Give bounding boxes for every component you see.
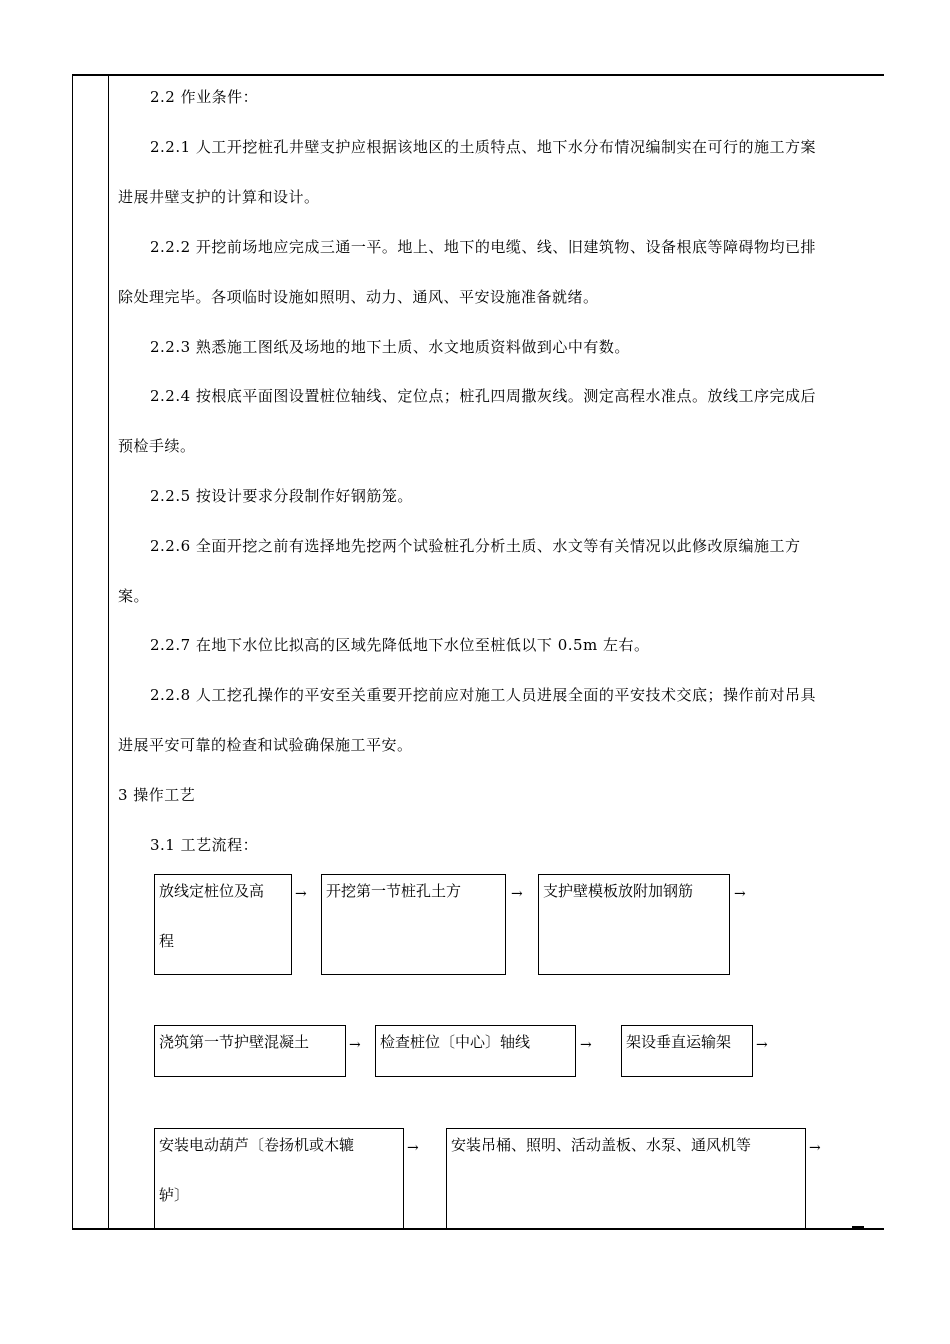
flow-box-formwork-rebar: 支护壁模板放附加钢筋 bbox=[538, 874, 730, 975]
page-end-mark bbox=[852, 1226, 864, 1228]
flow-box-check-axis: 检查桩位〔中心〕轴线 bbox=[375, 1025, 576, 1077]
flow-box-electric-hoist bbox=[154, 1128, 404, 1229]
flow-arrow-1: → bbox=[295, 886, 307, 902]
para-2-2-8-line2: 进展平安可靠的检查和试验确保施工平安。 bbox=[118, 736, 413, 754]
flow-arrow-7: → bbox=[407, 1140, 419, 1156]
para-2-2-8-line1: 2.2.8 人工挖孔操作的平安至关重要开挖前应对施工人员进展全面的平安技术交底；操作前对吊具 bbox=[150, 686, 816, 704]
heading-2-2: 2.2 作业条件： bbox=[150, 88, 259, 106]
flow-box-electric-hoist-line1: 安装电动葫芦〔卷扬机或木辘 bbox=[159, 1136, 355, 1154]
flow-arrow-2: → bbox=[511, 886, 523, 902]
para-2-2-1-line1: 2.2.1 人工开挖桩孔井壁支护应根据该地区的土质特点、地下水分布情况编制实在可行的施工方案 bbox=[150, 138, 816, 156]
para-2-2-7: 2.2.7 在地下水位比拟高的区域先降低地下水位至桩低以下 0.5m 左右。 bbox=[150, 636, 650, 654]
para-2-2-2-line2: 除处理完毕。各项临时设施如照明、动力、通风、平安设施准备就绪。 bbox=[118, 288, 599, 306]
para-2-2-4-line1: 2.2.4 按根底平面图设置桩位轴线、定位点；桩孔四周撒灰线。测定高程水准点。放线工序完成后 bbox=[150, 387, 816, 405]
para-2-2-4-line2: 预检手续。 bbox=[118, 437, 196, 455]
flow-arrow-4: → bbox=[349, 1037, 361, 1053]
heading-3-1: 3.1 工艺流程： bbox=[150, 836, 259, 854]
flow-box-install-equipment: 安装吊桶、照明、活动盖板、水泵、通风机等 bbox=[446, 1128, 806, 1229]
flow-arrow-5: → bbox=[580, 1037, 592, 1053]
frame-left-rule-inner bbox=[108, 74, 109, 1230]
para-2-2-6-line2: 案。 bbox=[118, 587, 150, 605]
flow-box-electric-hoist-line2: 轳〕 bbox=[159, 1186, 190, 1204]
flow-box-stake-layout bbox=[154, 874, 292, 975]
flow-box-stake-layout-line1: 放线定桩位及高 bbox=[159, 882, 265, 900]
frame-top-rule bbox=[72, 74, 884, 76]
flow-box-stake-layout-line2: 程 bbox=[159, 932, 175, 950]
flow-arrow-3: → bbox=[734, 886, 746, 902]
frame-left-rule-outer bbox=[72, 74, 73, 1230]
heading-3: 3 操作工艺 bbox=[118, 786, 196, 804]
flow-box-vertical-frame: 架设垂直运输架 bbox=[621, 1025, 753, 1077]
flow-box-excavate-first: 开挖第一节桩孔土方 bbox=[321, 874, 506, 975]
para-2-2-3: 2.2.3 熟悉施工图纸及场地的地下土质、水文地质资料做到心中有数。 bbox=[150, 338, 630, 356]
para-2-2-1-line2: 进展井壁支护的计算和设计。 bbox=[118, 188, 320, 206]
flow-box-pour-concrete: 浇筑第一节护壁混凝土 bbox=[154, 1025, 346, 1077]
flow-arrow-8: → bbox=[809, 1140, 821, 1156]
flow-arrow-6: → bbox=[756, 1037, 768, 1053]
para-2-2-6-line1: 2.2.6 全面开挖之前有选择地先挖两个试验桩孔分析土质、水文等有关情况以此修改原编施工方 bbox=[150, 537, 801, 555]
para-2-2-2-line1: 2.2.2 开挖前场地应完成三通一平。地上、地下的电缆、线、旧建筑物、设备根底等障碍物均已排 bbox=[150, 238, 816, 256]
para-2-2-5: 2.2.5 按设计要求分段制作好钢筋笼。 bbox=[150, 487, 413, 505]
